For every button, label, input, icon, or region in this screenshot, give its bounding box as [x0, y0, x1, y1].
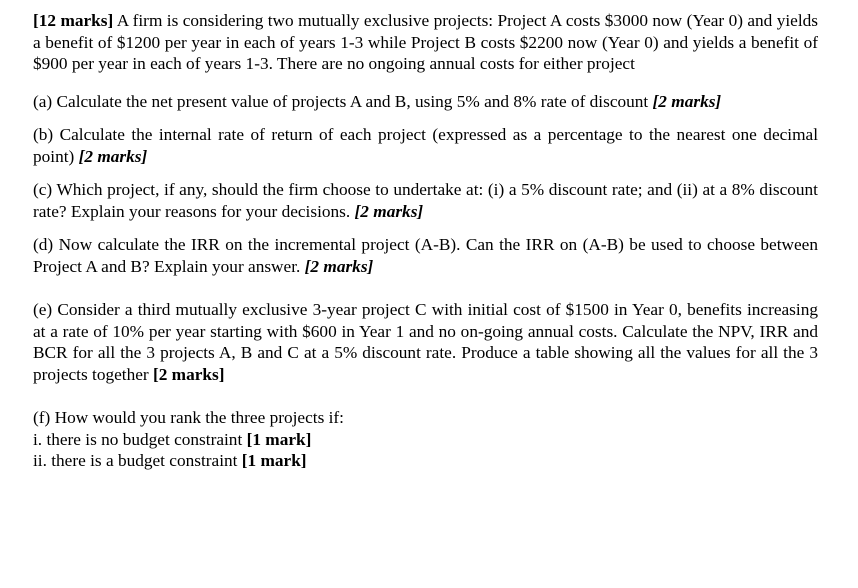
- question-e-text: (e) Consider a third mutually exclusive 3-year project C with initial cost of $1500 in Year 0, benefits increasing at a rate of 10% per year starting with $600 in Year 1 and no on-going annual costs. Calculate the NPV, IRR and BCR for all the 3 projects A, B and C at a 5% discount rate. Produce a table showing all the values for all the 3 projects together: [33, 300, 818, 384]
- intro-paragraph: [33, 10, 818, 75]
- question-f-item-1-text: i. there is no budget constraint: [33, 429, 247, 449]
- question-a: [33, 91, 818, 113]
- question-c: [33, 179, 818, 222]
- question-b: [33, 124, 818, 167]
- question-e: [33, 299, 818, 385]
- question-c-text: (c) Which project, if any, should the firm choose to undertake at: (i) a 5% discount rate; and (ii) at a 8% discount rate? Explain your reasons for your decisions.: [33, 180, 818, 221]
- intro-marks: [12 marks]: [33, 11, 114, 30]
- question-f-item-1-marks: [1 mark]: [246, 429, 312, 449]
- question-f-item-2-marks: [1 mark]: [241, 451, 307, 470]
- question-b-text: (b) Calculate the internal rate of return of each project (expressed as a percentage to the nearest one decimal point): [33, 125, 818, 166]
- question-f-item-2: [33, 450, 818, 472]
- question-a-marks: [2 marks]: [652, 91, 722, 111]
- question-d-marks: [2 marks]: [304, 256, 374, 276]
- question-d-text: (d) Now calculate the IRR on the incremental project (A-B). Can the IRR on (A-B) be used to choose between Project A and B? Explain your answer.: [33, 235, 818, 276]
- intro-text: A firm is considering two mutually exclusive projects: Project A costs $3000 now (Year 0) and yields a benefit of $1200 per year in each of years 1-3 while Project B costs $2200 now (Year 0) and yields a benefit of $900 per year in each of years 1-3. There are no ongoing annual costs for either project: [33, 11, 819, 73]
- question-b-marks: [2 marks]: [78, 146, 148, 166]
- question-e-marks: [2 marks]: [152, 364, 225, 384]
- question-c-marks: [2 marks]: [354, 201, 424, 221]
- question-f-heading: (f) How would you rank the three projects if:: [33, 408, 344, 427]
- question-f: [33, 407, 818, 472]
- question-f-item-2-text: ii. there is a budget constraint: [33, 451, 242, 470]
- question-d: [33, 234, 818, 277]
- question-a-text: (a) Calculate the net present value of projects A and B, using 5% and 8% rate of discount: [33, 91, 653, 111]
- question-f-item-1: [33, 429, 818, 451]
